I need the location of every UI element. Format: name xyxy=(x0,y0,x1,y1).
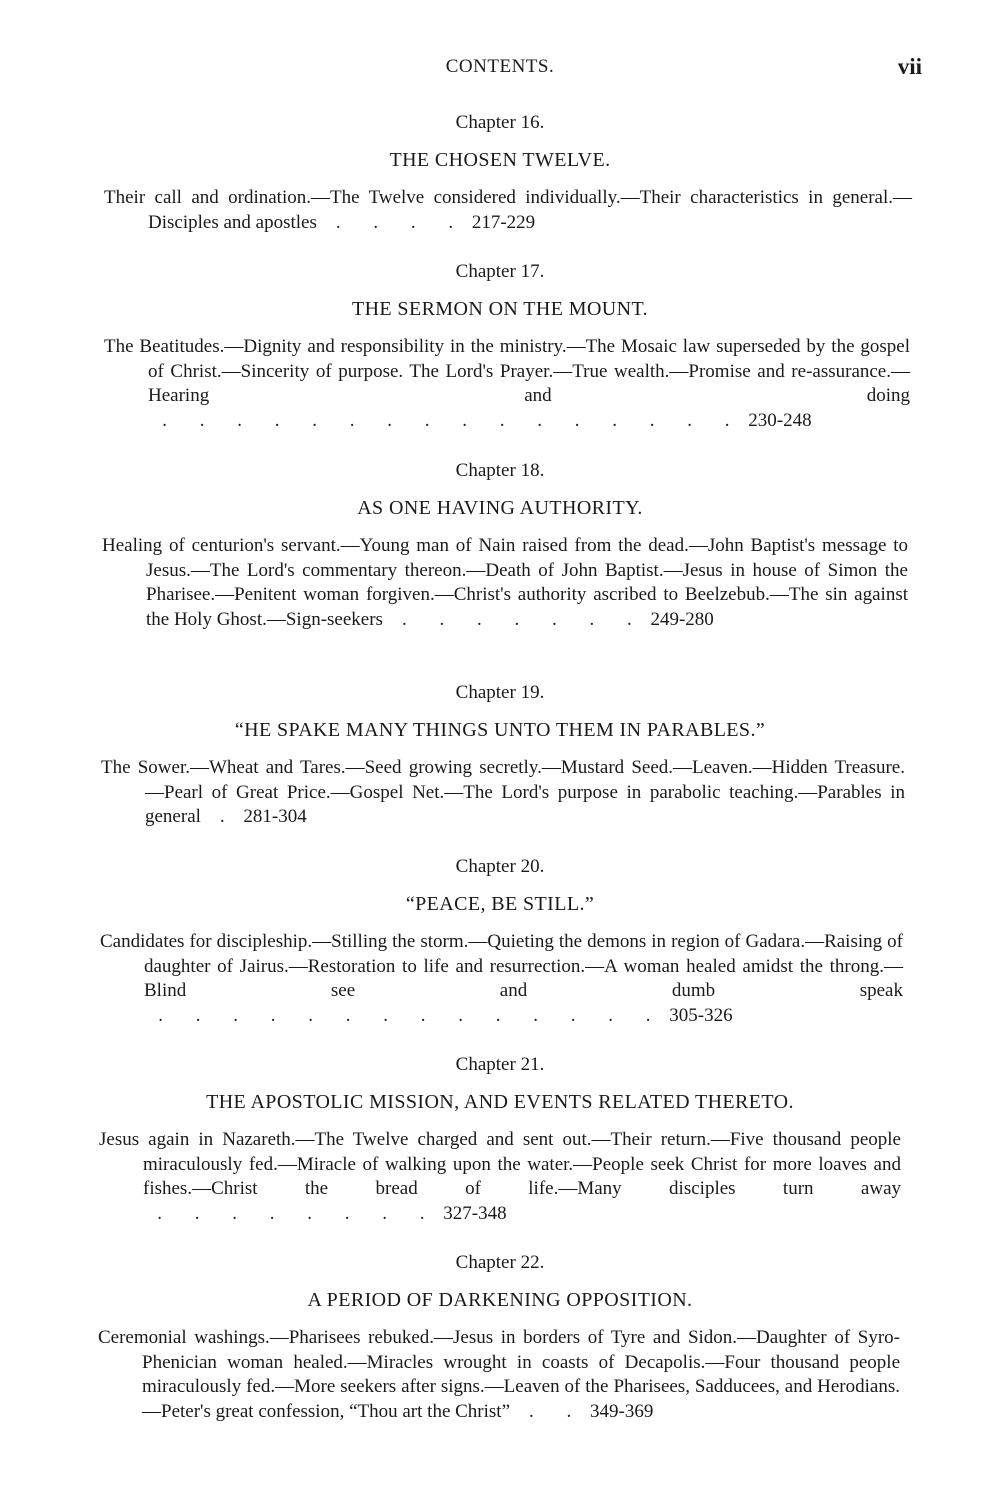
summary-text: Ceremonial washings.—Pharisees rebuked.—Jesus in borders of Tyre and Sidon.—Daughter of Syro-Phenician woman healed.—Miracles wrought in coasts of Decapolis.—Four thousand people miraculously fed.—More seekers after signs.—Leaven of the Pharisees, Sadducees, and Herodians.—Peter's great confession, “Thou art the Christ” xyxy=(98,1327,900,1422)
chapter-entry xyxy=(0,1250,1000,1424)
running-title: CONTENTS. xyxy=(445,56,555,77)
dot-leader: . . . . . . . . . . . . . . xyxy=(158,1004,665,1026)
chapter-number: Chapter 17. xyxy=(455,261,545,282)
chapter-number: Chapter 22. xyxy=(455,1252,545,1273)
chapter-title: “PEACE, BE STILL.” xyxy=(405,893,595,915)
summary-text: The Sower.—Wheat and Tares.—Seed growing secretly.—Mustard Seed.—Leaven.—Hidden Treasure.—Pearl of Great Price.—Gospel Net.—The Lord's purpose in parabolic teaching.—Parables in general xyxy=(101,757,905,827)
chapter-entry xyxy=(0,680,1000,830)
chapter-entry xyxy=(0,458,1000,632)
chapter-title: AS ONE HAVING AUTHORITY. xyxy=(357,497,643,519)
running-head xyxy=(0,56,1000,86)
chapter-summary xyxy=(99,1128,901,1226)
chapter-title: THE CHOSEN TWELVE. xyxy=(389,149,611,171)
chapter-entry xyxy=(0,1052,1000,1226)
chapter-summary xyxy=(104,186,912,235)
dot-leader: . . . . . . . . . . . . . . . . xyxy=(162,409,744,431)
summary-text: Jesus again in Nazareth.—The Twelve charged and sent out.—Their return.—Five thousand people miraculously fed.—Miracle of walking upon the water.—People seek Christ for more loaves and fishes.—Christ the bread of life.—Many disciples turn away xyxy=(99,1129,901,1199)
chapter-entry xyxy=(0,110,1000,235)
chapter-title: A PERIOD OF DARKENING OPPOSITION. xyxy=(307,1289,693,1311)
summary-text: The Beatitudes.—Dignity and responsibility in the ministry.—The Mosaic law superseded by the gospel of Christ.—Sincerity of purpose. The Lord's Prayer.—True wealth.—Promise and re-assurance.—Hearing and doing xyxy=(104,336,910,406)
page-number: vii xyxy=(897,54,922,79)
chapter-summary xyxy=(102,534,908,632)
dot-leader: . . xyxy=(529,1400,586,1422)
page-range: 349-369 xyxy=(590,1400,654,1422)
page-range: 249-280 xyxy=(650,608,714,630)
summary-text: Their call and ordination.—The Twelve considered individually.—Their characteristics in general.—Disciples and apostles xyxy=(104,187,912,233)
chapter-summary xyxy=(104,335,910,433)
chapter-number: Chapter 18. xyxy=(455,460,545,481)
chapter-entry xyxy=(0,259,1000,433)
chapter-summary xyxy=(101,756,905,830)
page-range: 217-229 xyxy=(471,211,536,233)
page-range: 327-348 xyxy=(443,1202,507,1224)
chapter-summary xyxy=(100,930,903,1028)
chapter-number: Chapter 16. xyxy=(455,112,545,133)
chapter-summary xyxy=(98,1326,900,1424)
dot-leader: . . . . . . . . xyxy=(157,1202,439,1224)
dot-leader: . xyxy=(219,806,239,827)
chapter-number: Chapter 19. xyxy=(455,682,545,703)
page-range: 230-248 xyxy=(748,409,812,431)
chapter-number: Chapter 20. xyxy=(455,856,545,877)
summary-text: Candidates for discipleship.—Stilling the storm.—Quieting the demons in region of Gadara.—Raising of daughter of Jairus.—Restoration to life and resurrection.—A woman healed amidst the throng.—Blind see and dumb speak xyxy=(100,931,903,1001)
chapter-title: THE APOSTOLIC MISSION, AND EVENTS RELATED THERETO. xyxy=(206,1091,794,1113)
page-range: 305-326 xyxy=(669,1004,733,1026)
chapter-number: Chapter 21. xyxy=(455,1054,545,1075)
dot-leader: . . . . . . . xyxy=(401,608,646,630)
chapter-title: THE SERMON ON THE MOUNT. xyxy=(351,298,649,320)
page-range: 281-304 xyxy=(243,806,307,827)
dot-leader: . . . . xyxy=(335,211,468,233)
summary-text: Healing of centurion's servant.—Young man of Nain raised from the dead.—John Baptist's message to Jesus.—The Lord's commentary thereon.—Death of John Baptist.—Jesus in house of Simon the Pharisee.—Penitent woman forgiven.—Christ's authority ascribed to Beelzebub.—The sin against the Holy Ghost.—Sign-seekers xyxy=(102,535,908,630)
chapter-title: “HE SPAKE MANY THINGS UNTO THEM IN PARABLES.” xyxy=(234,719,766,741)
chapter-entry xyxy=(0,854,1000,1028)
